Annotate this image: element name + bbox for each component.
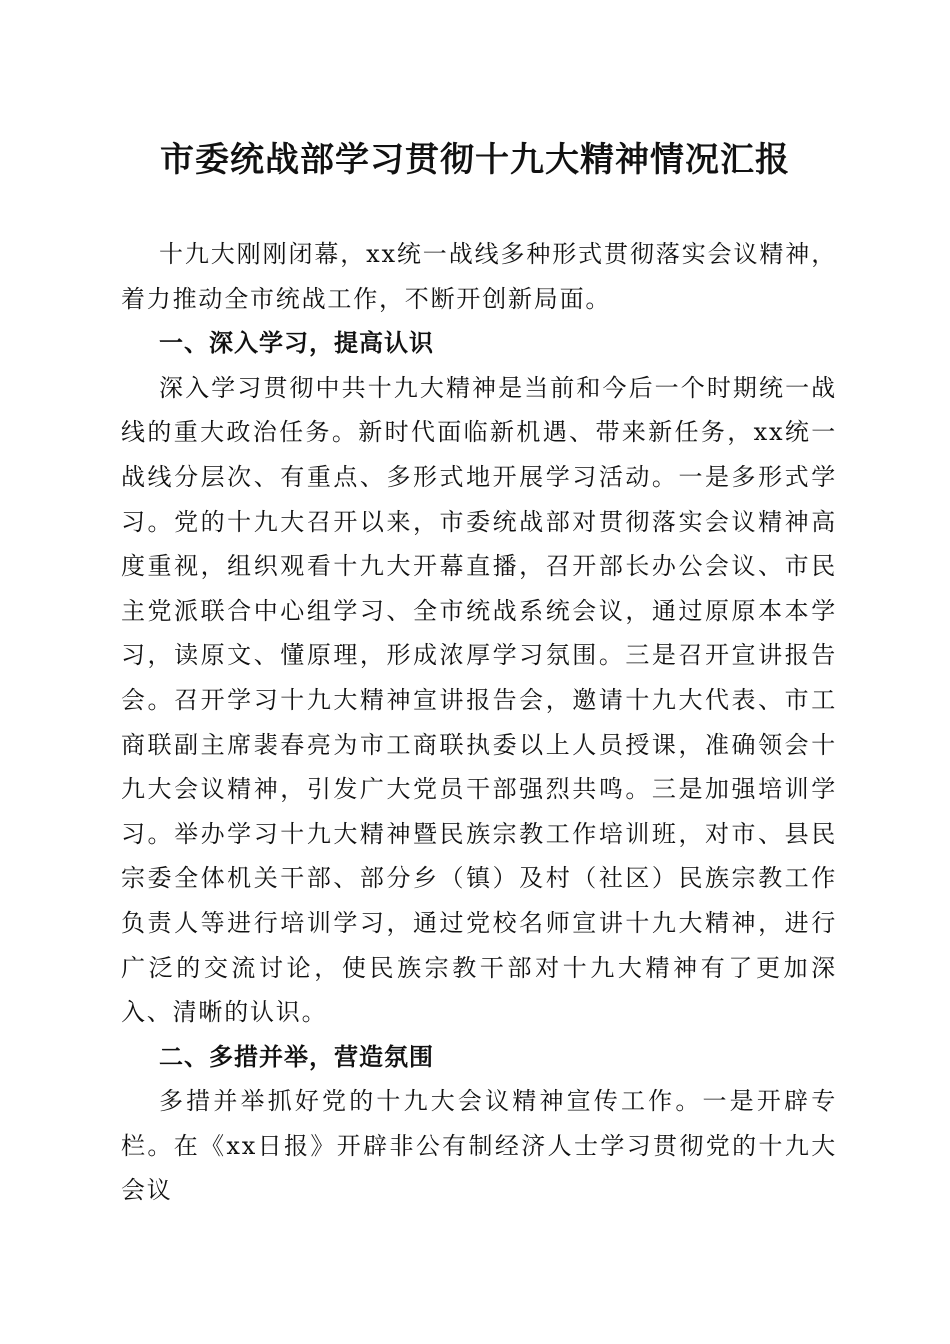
section-paragraph-2: 多措并举抓好党的十九大会议精神宣传工作。一是开辟专栏。在《xx日报》开辟非公有制经济人士学习贯彻党的十九大会议 [121, 1087, 837, 1205]
section-paragraph-1: 深入学习贯彻中共十九大精神是当前和今后一个时期统一战线的重大政治任务。新时代面临新机遇、带来新任务，xx统一战线分层次、有重点、多形式地开展学习活动。一是多形式学习。党的十九大召开以来，市委统战部对贯彻落实会议精神高度重视，组织观看十九大开幕直播，召开部长办公会议、市民主党派联合中心组学习、全市统战系统会议，通过原原本本学习，读原文、懂原理，形成浓厚学习氛围。三是召开宣讲报告会。召开学习十九大精神宣讲报告会，邀请十九大代表、市工商联副主席裴春亮为市工商联执委以上人员授课，准确领会十九大会议精神，引发广大党员干部强烈共鸣。三是加强培训学习。举办学习十九大精神暨民族宗教工作培训班，对市、县民宗委全体机关干部、部分乡（镇）及村（社区）民族宗教工作负责人等进行培训学习，通过党校名师宣讲十九大精神，进行广泛的交流讨论，使民族宗教干部对十九大精神有了更加深入、清晰的认识。 [121, 373, 837, 1027]
section-heading-1: 一、深入学习，提高认识 [159, 329, 434, 358]
document-title: 市委统战部学习贯彻十九大精神情况汇报 [160, 140, 790, 180]
document-body [121, 232, 837, 1213]
intro-paragraph: 十九大刚刚闭幕，xx统一战线多种形式贯彻落实会议精神，着力推动全市统战工作，不断开创新局面。 [121, 240, 837, 313]
section-heading-2: 二、多措并举，营造氛围 [159, 1042, 434, 1071]
